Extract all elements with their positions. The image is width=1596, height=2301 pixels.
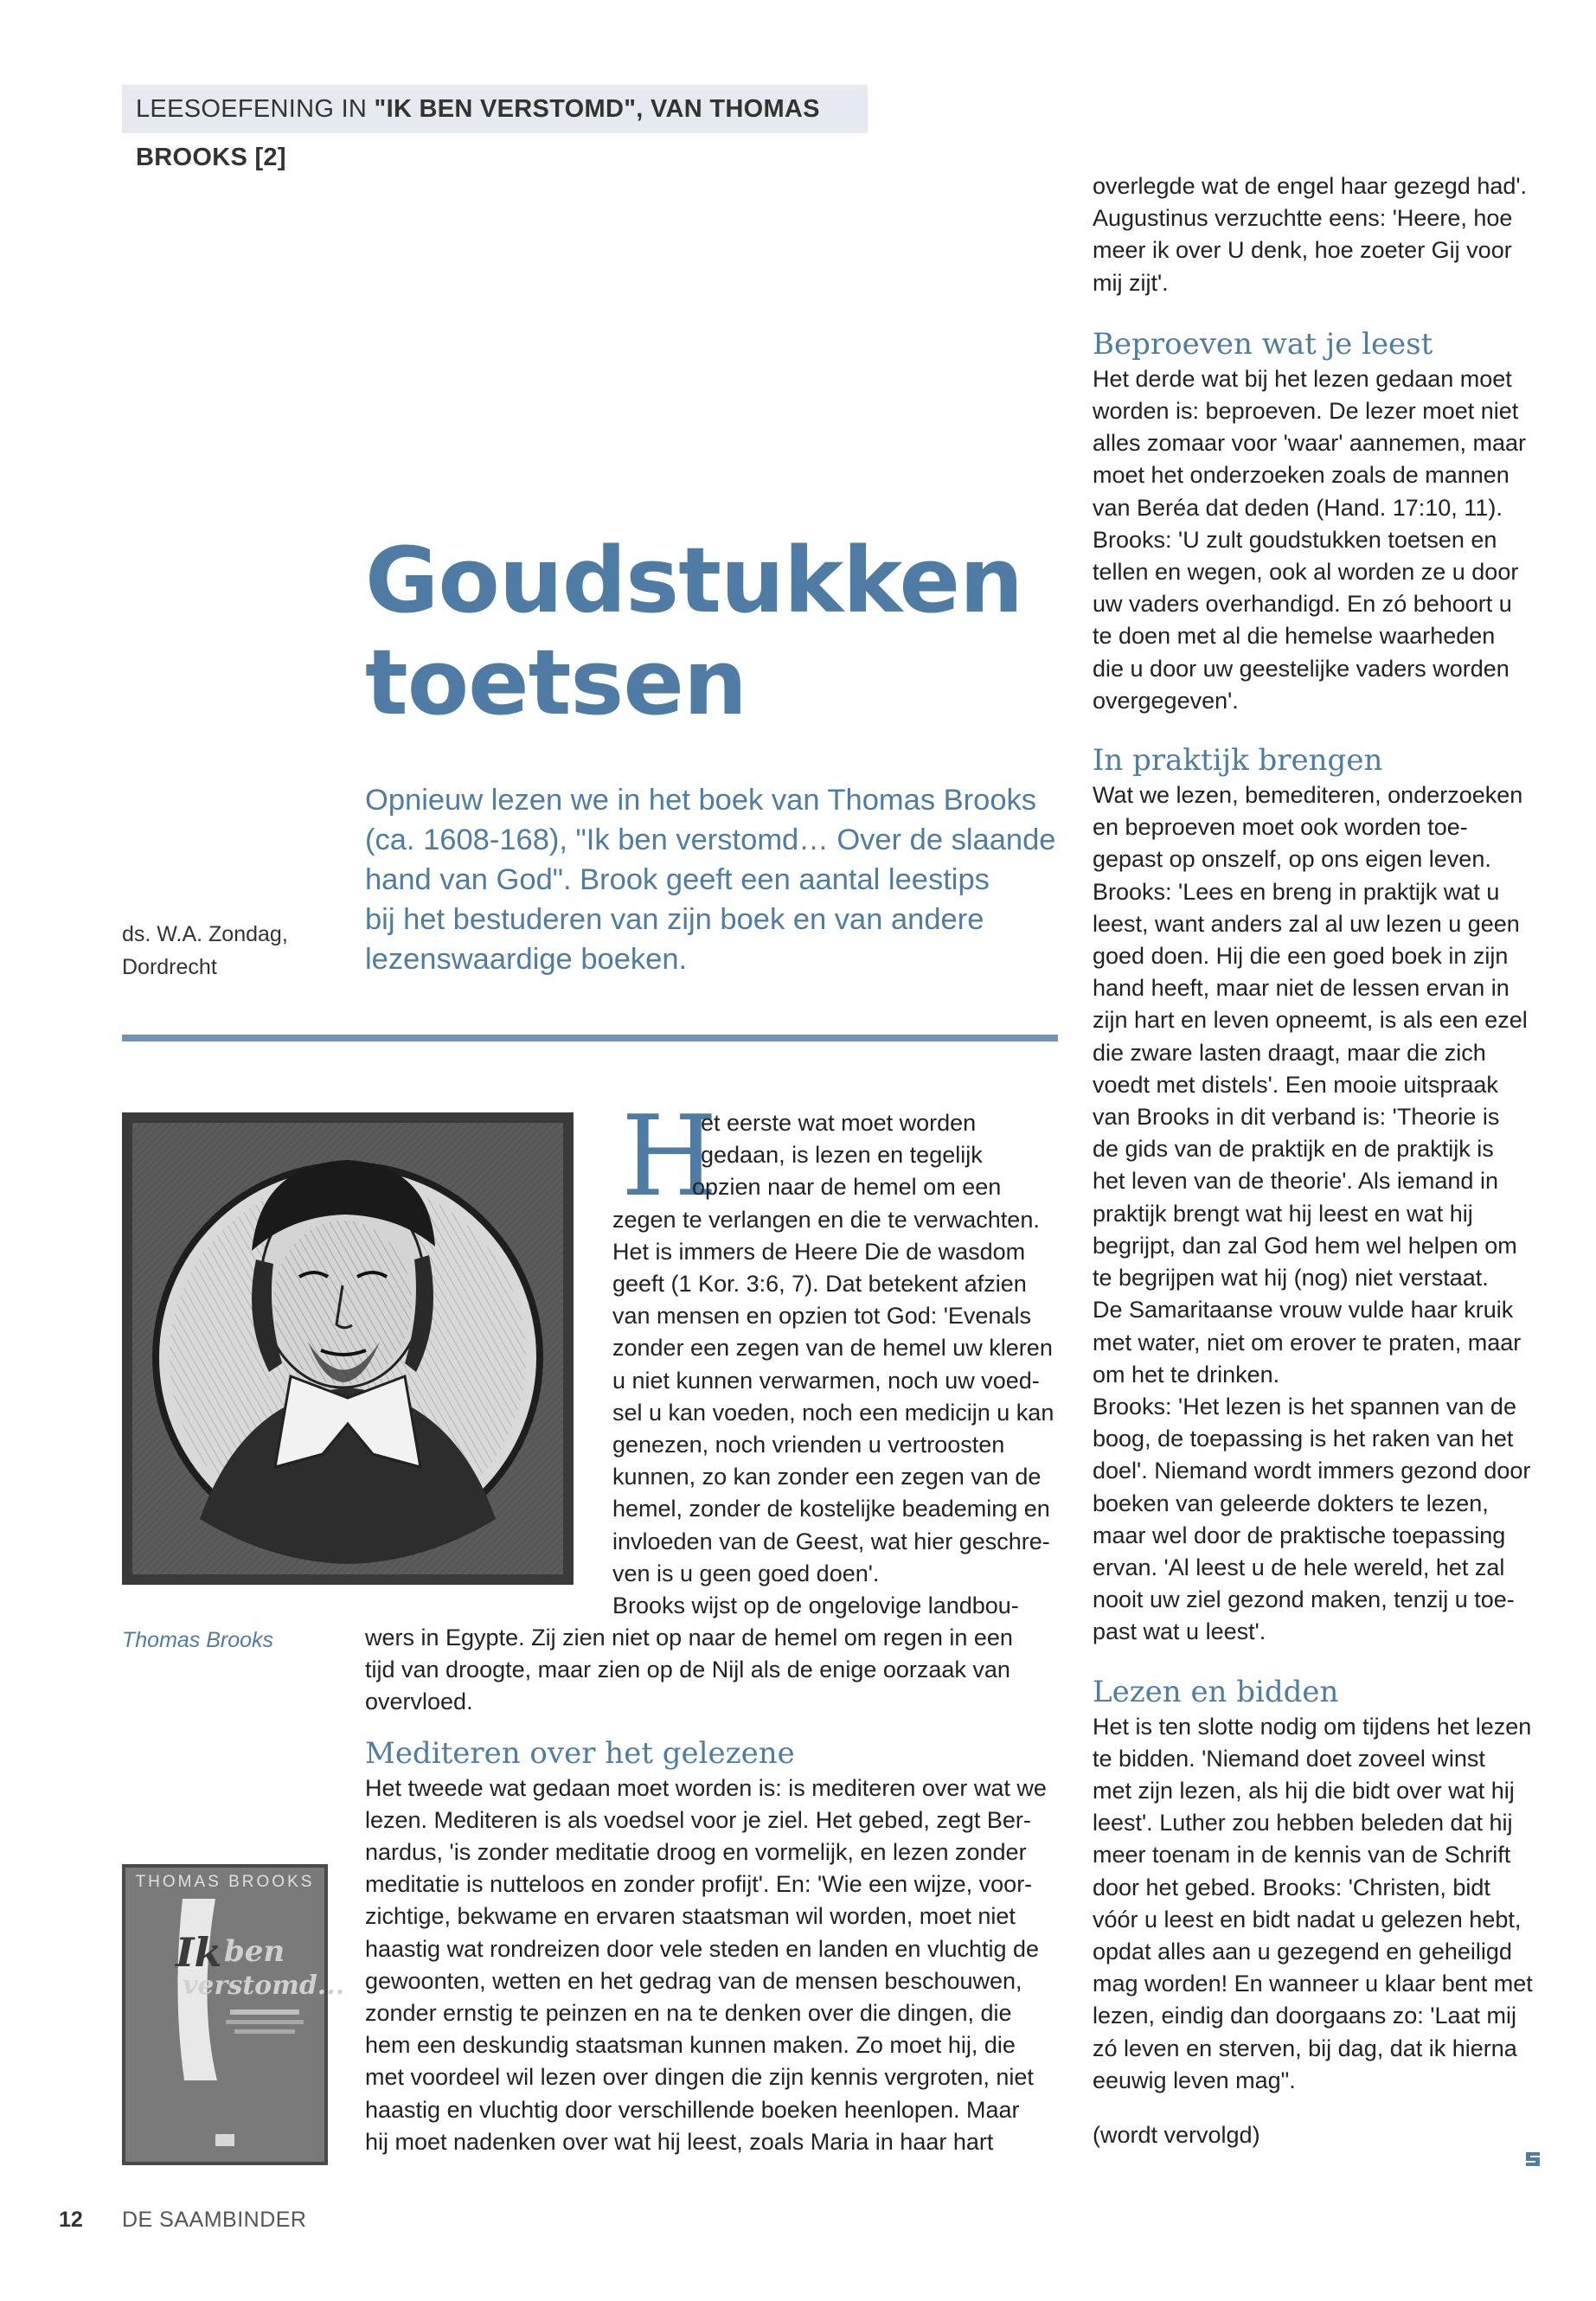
text-line: lezen, eindig dan doorgaans zo: 'Laat mij: [1093, 2003, 1516, 2029]
text-line: te begrijpen wat hij (nog) niet verstaat.: [1093, 1265, 1489, 1292]
text-line: goed doen. Hij die een goed boek in zijn: [1093, 943, 1509, 970]
running-head: [122, 85, 868, 171]
text-line: Het tweede wat gedaan moet worden is: is mediteren over wat we: [365, 1774, 1047, 1801]
text-line: mag worden! En wanneer u klaar bent met: [1093, 1971, 1533, 1997]
text-line: zonder een zegen van de hemel uw kleren: [612, 1335, 1053, 1362]
text-line: leest, want anders zal al uw lezen u geen: [1093, 910, 1520, 937]
text-line: met water, niet om erover te praten, maar: [1093, 1329, 1522, 1356]
continued-note: (wordt vervolgd): [1093, 2121, 1260, 2148]
portrait-image: [122, 1112, 574, 1585]
text-line: meer ik over U denk, hoe zoeter Gij voor: [1093, 237, 1512, 264]
intro-line: hand van God". Brook geeft een aantal leestips: [365, 863, 990, 896]
text-line: hemel, zonder de kostelijke beademing en: [612, 1496, 1050, 1522]
page-number: 12: [59, 2208, 83, 2232]
book-cover-title-3: verstomd...: [183, 1971, 345, 2001]
text-line: Het is immers de Heere Die de wasdom: [612, 1238, 1026, 1265]
text-line: worden is: beproeven. De lezer moet niet: [1093, 398, 1519, 425]
section-heading-meditate: Mediteren over het gelezene: [365, 1735, 795, 1771]
text-line: invloeden van de Geest, wat hier geschre-: [612, 1528, 1050, 1554]
portrait-caption: Thomas Brooks: [122, 1628, 274, 1652]
text-line: mij zijt'.: [1093, 269, 1169, 296]
text-line: meer toenam in de kennis van de Schrift: [1093, 1842, 1511, 1868]
text-line: doel'. Niemand wordt immers gezond door: [1093, 1458, 1531, 1484]
text-line: met voordeel wil lezen over dingen die zijn kennis vergroten, niet: [365, 2064, 1034, 2091]
text-line: Het derde wat bij het lezen gedaan moet: [1093, 365, 1512, 392]
text-line: zichtige, bekwame en ervaren staatsman wil worden, moet niet: [365, 1903, 1016, 1930]
text-line: die zware lasten draagt, maar die zich: [1093, 1039, 1486, 1066]
article-title: [365, 528, 1023, 735]
text-line: het leven van de theorie'. Als iemand in: [1093, 1168, 1498, 1195]
text-line: gepast op onszelf, op ons eigen leven.: [1093, 846, 1491, 873]
text-line: genezen, noch vrienden u vertroosten: [612, 1432, 1005, 1458]
text-line: ervan. 'Al leest u de hele wereld, het zal: [1093, 1554, 1505, 1580]
book-cover-author: THOMAS BROOKS: [135, 1873, 315, 1891]
intro-line: lezenswaardige boeken.: [365, 943, 688, 976]
text-line: tellen en wegen, ook al worden ze u door: [1093, 559, 1519, 586]
author-name: ds. W.A. Zondag,: [122, 922, 288, 946]
text-line: van Beréa dat deden (Hand. 17:10, 11).: [1093, 494, 1503, 521]
text-line: moet het onderzoeken zoals de mannen: [1093, 462, 1509, 489]
text-line: voedt met distels'. Een mooie uitspraak: [1093, 1071, 1498, 1098]
text-line: leest'. Luther zou hebben beleden dat hij: [1093, 1810, 1513, 1836]
title-line: Goudstukken: [365, 528, 1023, 633]
text-line: te bidden. 'Niemand doet zoveel winst: [1093, 1745, 1485, 1772]
text-line: van mensen en opzien tot God: 'Evenals: [612, 1303, 1031, 1330]
text-line: die u door uw geestelijke vaders worden: [1093, 655, 1509, 682]
text-line: uw vaders overhandigd. En zó behoort u: [1093, 591, 1512, 618]
text-line: tijd van droogte, maar zien op de Nijl als de enige oorzaak van: [365, 1657, 1010, 1683]
text-line: zó leven en sterven, bij dag, dat ik hierna: [1093, 2035, 1517, 2061]
text-line: van Brooks in dit verband is: 'Theorie is: [1093, 1104, 1500, 1131]
text-line: Wat we lezen, bemediteren, onderzoeken: [1093, 782, 1523, 809]
intro-line: bij het bestuderen van zijn boek en van andere: [365, 903, 984, 936]
text-line: De Samaritaanse vrouw vulde haar kruik: [1093, 1297, 1514, 1324]
end-mark-icon: [1522, 2149, 1543, 2170]
text-line: opdat alles aan u gezegend en geheiligd: [1093, 1938, 1512, 1965]
text-line: eeuwig leven mag".: [1093, 2067, 1296, 2093]
drop-cap: H: [621, 1093, 718, 1221]
book-cover-title-2: ben: [224, 1934, 285, 1969]
text-line: sel u kan voeden, noch een medicijn u kan: [612, 1399, 1054, 1426]
text-line: kunnen, zo kan zonder een zegen van de: [612, 1464, 1042, 1490]
text-line: opzien naar de hemel om een: [692, 1174, 1002, 1201]
text-line: zegen te verlangen en die te verwachten.: [612, 1206, 1040, 1233]
text-line: Brooks wijst op de ongelovige landbou-: [612, 1593, 1019, 1619]
body-column-b: [365, 1622, 1059, 2158]
running-head-title: "IK BEN VERSTOMD", VAN THOMAS BROOKS [2]: [136, 95, 820, 171]
text-line: hand heeft, maar niet de lessen ervan in: [1093, 975, 1509, 1002]
text-line: hij moet nadenken over wat hij leest, zoals Maria in haar hart: [365, 2128, 994, 2155]
text-line: overlegde wat de engel haar gezegd had'.: [1093, 173, 1528, 199]
body-column-a: [612, 1107, 1058, 1622]
text-line: haastig en vluchtig door verschillende boeken heenlopen. Maar: [365, 2096, 1020, 2123]
text-line: gedaan, is lezen en tegelijk: [701, 1142, 983, 1169]
text-line: et eerste wat moet worden: [701, 1110, 977, 1136]
section-heading-practice: In praktijk brengen: [1093, 743, 1383, 779]
text-line: boog, de toepassing is het raken van het: [1093, 1426, 1514, 1452]
text-line: om het te drinken.: [1093, 1361, 1280, 1388]
text-line: nardus, 'is zonder meditatie droog en vormelijk, en lezen zonder: [365, 1839, 1027, 1866]
text-line: haastig wat rondreizen door vele steden en landen en vluchtig de: [365, 1935, 1040, 1962]
text-line: Het is ten slotte nodig om tijdens het lezen: [1093, 1713, 1532, 1740]
text-line: te doen met al die hemelse waarheden: [1093, 623, 1496, 650]
magazine-name: DE SAAMBINDER: [122, 2208, 307, 2232]
section-heading-pray: Lezen en bidden: [1093, 1674, 1339, 1709]
text-line: past wat u leest'.: [1093, 1618, 1266, 1645]
text-line: Augustinus verzuchtte eens: 'Heere, hoe: [1093, 205, 1513, 232]
intro-line: (ca. 1608-168), "Ik ben verstomd… Over de slaande: [365, 824, 1056, 856]
title-line: toetsen: [365, 630, 747, 735]
text-line: boeken van geleerde dokters te lezen,: [1093, 1490, 1489, 1516]
text-line: Brooks: 'U zult goudstukken toetsen en: [1093, 526, 1497, 553]
text-line: hem een deskundig staatsman kunnen maken. Zo moet hij, die: [365, 2032, 1016, 2059]
text-line: door het gebed. Brooks: 'Christen, bidt: [1093, 1874, 1490, 1900]
author-place: Dordrecht: [122, 955, 217, 979]
text-line: gewoonten, wetten en het gedrag van de mensen beschouwen,: [365, 1967, 1022, 1994]
book-cover-image: [122, 1864, 345, 2165]
running-head-prefix: LEESOEFENING IN: [136, 95, 375, 123]
text-line: en beproeven moet ook worden toe-: [1093, 814, 1468, 841]
text-line: praktijk brengt wat hij leest en wat hij: [1093, 1200, 1473, 1227]
text-line: meditatie is nutteloos en zonder profijt'. En: 'Wie een wijze, voor-: [365, 1871, 1033, 1898]
text-line: maar wel door de praktische toepassing: [1093, 1522, 1506, 1548]
text-line: vóór u leest en bidt nadat u gelezen hebt,: [1093, 1906, 1522, 1932]
text-line: zijn hart en leven opneemt, is als een ezel: [1093, 1007, 1528, 1034]
intro-line: Opnieuw lezen we in het boek van Thomas Brooks: [365, 784, 1037, 817]
text-line: lezen. Mediteren is als voedsel voor je ziel. Het gebed, zegt Ber-: [365, 1806, 1031, 1833]
text-line: overvloed.: [365, 1689, 473, 1715]
author-byline: [122, 918, 288, 984]
article-intro: [365, 780, 1057, 979]
text-line: ven is u geen goed doen'.: [612, 1560, 880, 1586]
text-line: zonder ernstig te peinzen en na te denken over die dingen, die: [365, 2000, 1012, 2027]
body-column-right: [1093, 170, 1560, 2151]
section-divider: [122, 1035, 1058, 1042]
text-line: u niet kunnen verwarmen, noch uw voed-: [612, 1367, 1040, 1394]
text-line: de gids van de praktijk en de praktijk is: [1093, 1136, 1494, 1163]
text-line: overgegeven'.: [1093, 687, 1239, 714]
text-line: nooit uw ziel gezond maken, tenzij u toe-: [1093, 1586, 1515, 1613]
text-line: begrijpt, dan zal God hem wel helpen om: [1093, 1232, 1517, 1259]
book-cover-title-1: Ik: [176, 1929, 222, 1976]
text-line: met zijn lezen, als hij die bidt over wat hij: [1093, 1777, 1515, 1804]
text-line: geeft (1 Kor. 3:6, 7). Dat betekent afzien: [612, 1271, 1027, 1298]
text-line: Brooks: 'Het lezen is het spannen van de: [1093, 1393, 1516, 1420]
text-line: wers in Egypte. Zij zien niet op naar de hemel om regen in een: [365, 1625, 1013, 1650]
text-line: Brooks: 'Lees en breng in praktijk wat u: [1093, 878, 1500, 905]
text-line: alles zomaar voor 'waar' aannemen, maar: [1093, 430, 1527, 457]
section-heading-test: Beproeven wat je leest: [1093, 326, 1433, 362]
